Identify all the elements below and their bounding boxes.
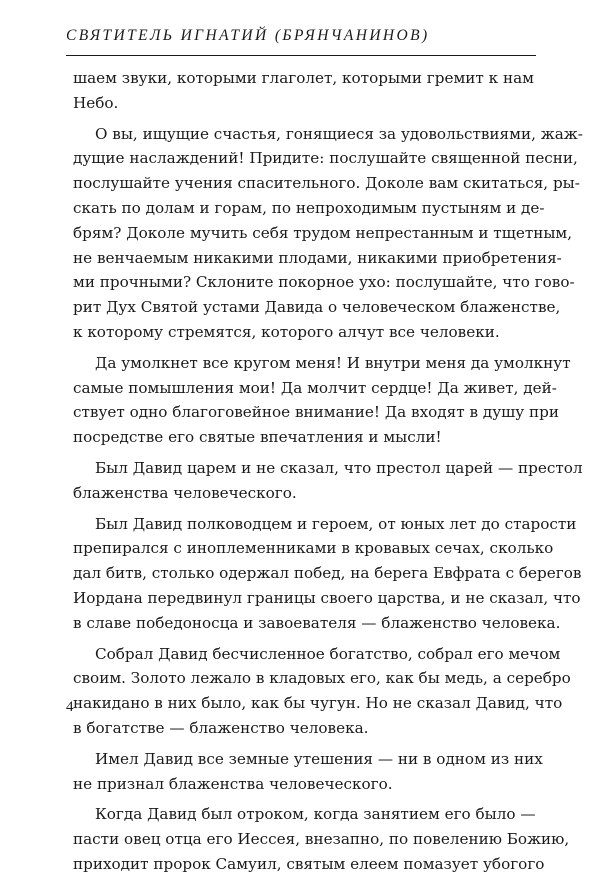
text-line: дущие наслаждений! Придите: послушайте священной песни, xyxy=(73,149,578,168)
text-line: накидано в них было, как бы чугун. Но не сказал Давид, что xyxy=(73,694,563,713)
paragraph-7 xyxy=(73,747,543,797)
paragraph-4 xyxy=(73,456,583,506)
text-line: ствует одно благоговейное внимание! Да входят в душу при xyxy=(73,403,559,422)
text-line: шаем звуки, которыми глаголет, которыми гремит к нам xyxy=(73,69,534,87)
text-line: посредстве его святые впечатления и мысли! xyxy=(73,428,442,447)
text-line: не венчаемым никакими плодами, никакими приобретения- xyxy=(73,248,562,267)
text-line: пасти овец отца его Иессея, внезапно, по повелению Божию, xyxy=(73,830,570,849)
text-line: к которому стремятся, которого алчут все человеки. xyxy=(73,322,500,341)
paragraph-8 xyxy=(73,802,570,876)
text-line: Иордана передвинул границы своего царства, и не сказал, что xyxy=(73,588,581,607)
paragraph-1 xyxy=(73,66,534,116)
paragraph-6 xyxy=(73,642,571,741)
text-line: послушайте учения спасительного. Доколе вам скитаться, ры- xyxy=(73,174,580,193)
running-head: СВЯТИТЕЛЬ ИГНАТИЙ (БРЯНЧАНИНОВ) xyxy=(66,27,430,44)
text-line: Небо. xyxy=(73,93,119,112)
text-line: скать по долам и горам, по непроходимым пустыням и де- xyxy=(73,198,545,217)
paragraph-2 xyxy=(73,122,583,345)
text-line: О вы, ищущие счастья, гонящиеся за удовольствиями, жаж- xyxy=(95,124,583,143)
text-line: Имел Давид все земные утешения — ни в одном из них xyxy=(95,749,543,768)
text-line: Был Давид полководцем и героем, от юных лет до старости xyxy=(95,514,577,533)
body-text xyxy=(73,66,583,877)
text-line: ми прочными? Склоните покорное ухо: послушайте, что гово- xyxy=(73,273,575,292)
text-line: не признал блаженства человеческого. xyxy=(73,774,393,793)
text-line: самые помышления мои! Да молчит сердце! Да живет, дей- xyxy=(73,378,557,397)
text-line: Да умолкнет все кругом меня! И внутри меня да умолкнут xyxy=(95,353,571,372)
text-line: брям? Доколе мучить себя трудом непрестанным и тщетным, xyxy=(73,223,573,242)
paragraph-5 xyxy=(73,512,582,636)
paragraph-3 xyxy=(73,351,571,450)
text-line: рит Дух Святой устами Давида о человеческом блаженстве, xyxy=(73,298,561,317)
text-line: дал битв, столько одержал побед, на берега Евфрата с берегов xyxy=(73,564,582,583)
page-number: 4 xyxy=(66,699,74,715)
header-rule xyxy=(66,55,536,56)
text-line: Был Давид царем и не сказал, что престол царей — престол xyxy=(95,458,583,477)
text-line: блаженства человеческого. xyxy=(73,483,297,502)
text-line: препирался с иноплеменниками в кровавых сечах, сколько xyxy=(73,539,554,558)
text-line: в богатстве — блаженство человека. xyxy=(73,718,369,737)
text-line: Когда Давид был отроком, когда занятием его было — xyxy=(95,805,536,824)
text-line: в славе победоносца и завоевателя — блаженство человека. xyxy=(73,613,561,632)
text-line: своим. Золото лежало в кладовых его, как бы медь, а серебро xyxy=(73,669,571,688)
text-line: приходит пророк Самуил, святым елеем помазует убогого xyxy=(73,854,545,873)
text-line: Собрал Давид бесчисленное богатство, собрал его мечом xyxy=(95,644,561,663)
